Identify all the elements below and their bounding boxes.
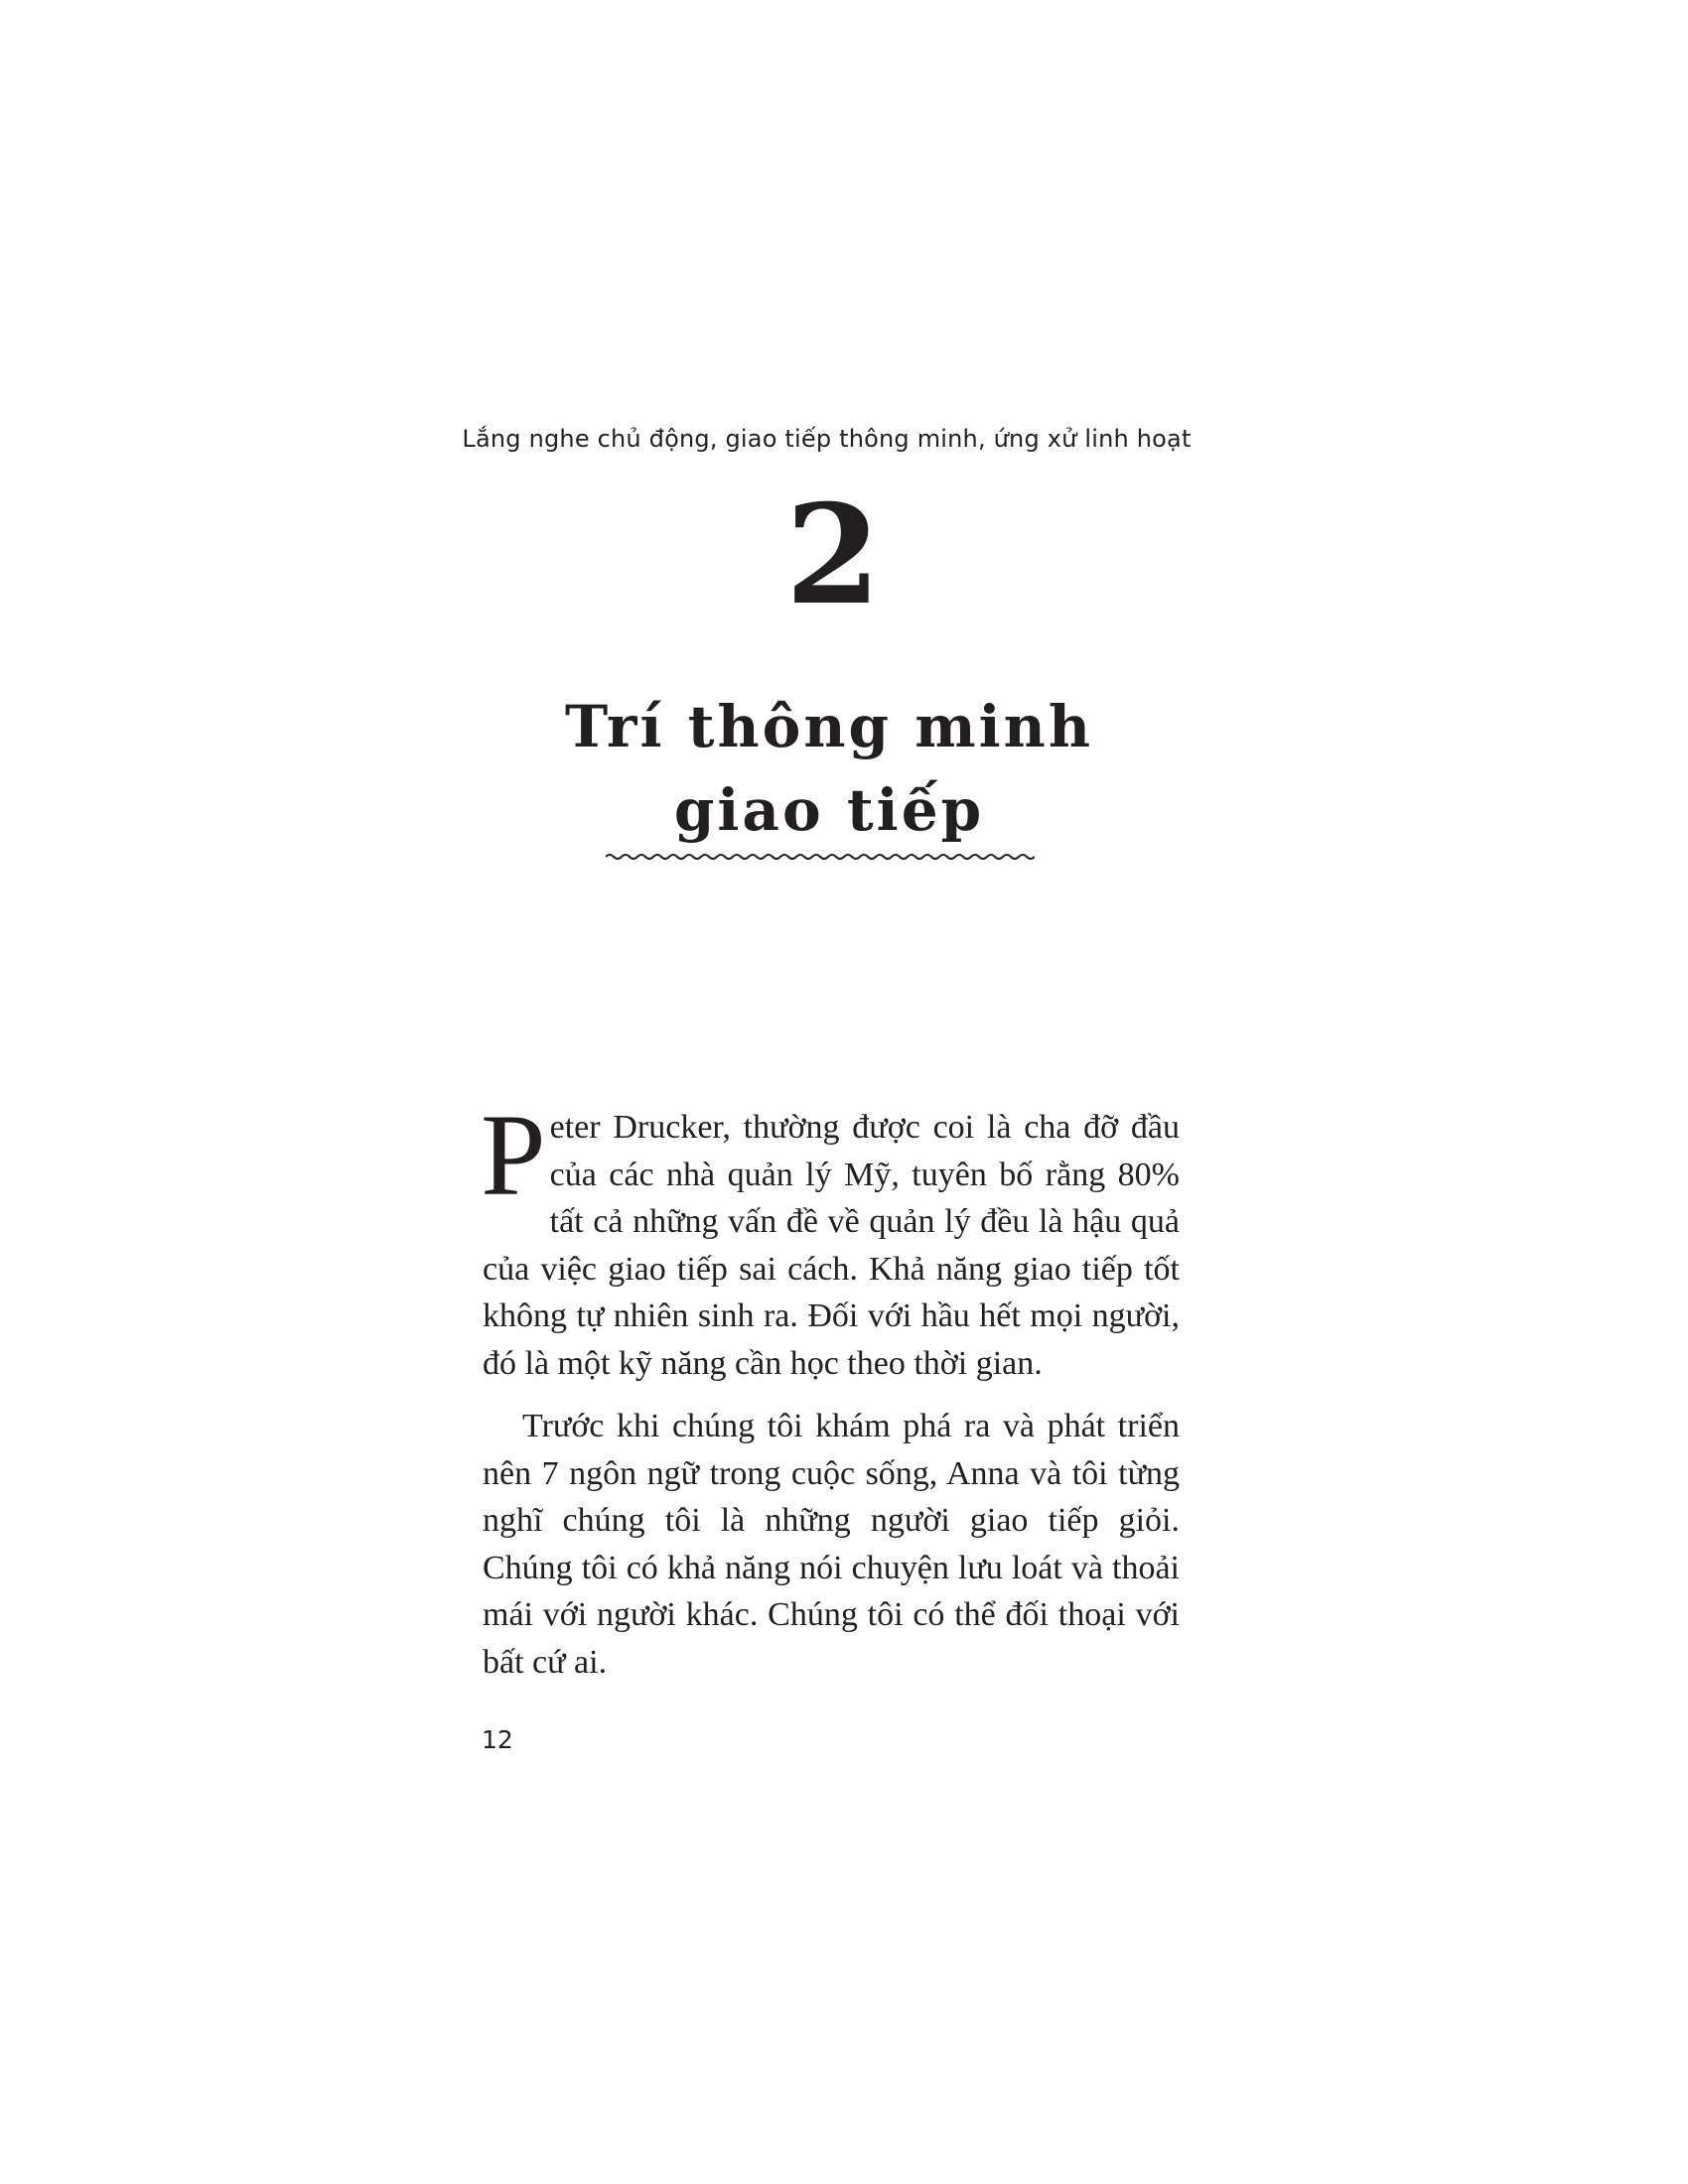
body-text [481, 1090, 1180, 1702]
paragraph-1 [481, 1090, 1180, 1387]
paragraph-2: Trước khi chúng tôi khám phá ra và phát triển nên 7 ngôn ngữ trong cuộc sống, Anna và tôi từng nghĩ chúng tôi là những người giao tiếp giỏi. Chúng tôi có khả năng nói chuyện lưu loát và thoải mái với người khác. Chúng tôi có thể đối thoại với bất cứ ai. [483, 1408, 1180, 1681]
chapter-title-line-2: giao tiếp [673, 776, 985, 844]
chapter-title [0, 685, 1658, 852]
chapter-title-line-1: Trí thông minh [564, 693, 1094, 760]
running-header: Lắng nghe chủ động, giao tiếp thông minh, ứng xử linh hoạt [462, 425, 1192, 453]
chapter-number: 2 [784, 474, 882, 635]
page-number: 12 [482, 1725, 513, 1754]
wavy-divider [606, 849, 1035, 865]
paragraph-1-text: eter Drucker, thường được coi là cha đỡ đầu của các nhà quản lý Mỹ, tuyên bố rằng 80% tất cả những vấn đề về quản lý đều là hậu quả của việc giao tiếp sai cách. Khả năng giao tiếp tốt không tự nhiên sinh ra. Đối với hầu hết mọi người, đó là một kỹ năng cần học theo thời gian. [483, 1109, 1180, 1382]
drop-cap: P [481, 1090, 546, 1220]
